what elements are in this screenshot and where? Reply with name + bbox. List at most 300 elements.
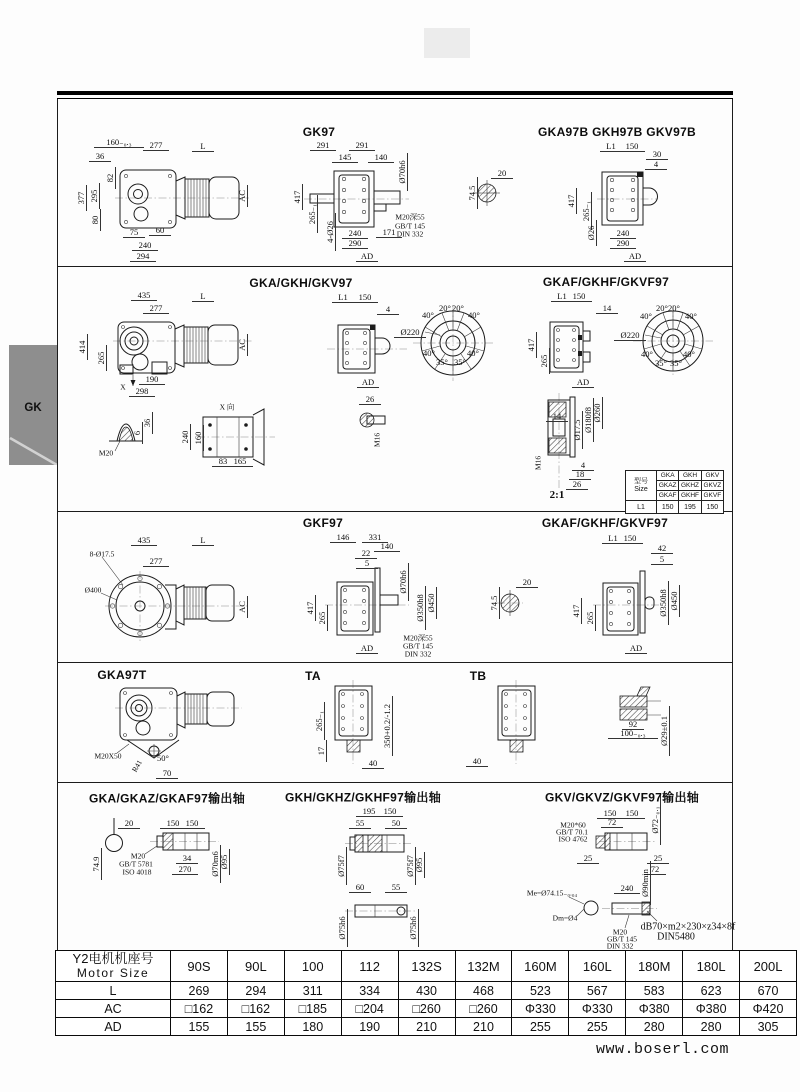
drawing-title: GK97 <box>302 125 336 139</box>
value-cell: 670 <box>740 982 797 1000</box>
value-cell: 583 <box>626 982 683 1000</box>
column-header: 90L <box>227 951 284 982</box>
dim-label: Ø350h8 <box>414 594 425 622</box>
value-cell: 334 <box>341 982 398 1000</box>
value-cell: 155 <box>227 1018 284 1036</box>
dimension-line <box>617 543 643 544</box>
size-table-row <box>626 501 724 514</box>
dim-label: 82 <box>104 173 115 183</box>
drawing-title: GKAF/GKHF/GKVF97 <box>541 516 669 530</box>
dim-label: 160 <box>192 431 203 445</box>
dim-label: 417 <box>304 601 315 615</box>
gka-gkh-gkv97-drawing-sketch <box>57 265 733 505</box>
dim-label: Ø26 <box>585 225 596 241</box>
dim-label: 171 <box>382 226 396 237</box>
dim-label: Ø95 <box>218 854 229 870</box>
dim-label: GB/T 145 <box>394 221 426 231</box>
dim-label: AD <box>360 250 374 261</box>
dimension-line <box>356 653 378 654</box>
value-cell: 430 <box>398 982 455 1000</box>
dim-label: 35° <box>436 356 448 367</box>
dimension-line <box>601 827 623 828</box>
value-cell: 567 <box>569 982 626 1000</box>
dim-label: 4-Ø26 <box>324 221 335 243</box>
dim-label: 36 <box>95 150 105 161</box>
dim-label: AC <box>236 190 247 202</box>
dimension-line <box>349 150 375 151</box>
dim-label: 5 <box>659 553 665 564</box>
dim-label: M20*60 <box>560 820 586 830</box>
dimension-line <box>596 313 618 314</box>
dimension-line <box>324 702 325 740</box>
dim-label: 150 <box>358 291 372 302</box>
dim-label: Ø180f8 <box>582 407 593 433</box>
dim-label: DIN 332 <box>396 229 424 239</box>
dimension-line <box>143 566 169 567</box>
dim-label: 140 <box>374 151 388 162</box>
dim-label: 150 <box>185 817 199 828</box>
drawing-title: GKF97 <box>302 516 344 530</box>
dim-label: 74.5 <box>466 185 477 201</box>
dim-label: 50 <box>391 817 401 828</box>
dimension-line <box>101 848 102 880</box>
dimension-line <box>576 188 577 214</box>
model-cell: GKV <box>701 471 723 481</box>
dimension-line <box>356 261 378 262</box>
dim-label: 4 <box>385 303 391 314</box>
dim-label: 290 <box>348 237 362 248</box>
dimension-line <box>100 209 101 231</box>
dim-label: dB70×m2×230×z34×8f <box>640 921 736 933</box>
dim-label: GB/T 145 <box>402 641 434 651</box>
dim-label: M20 <box>98 448 114 458</box>
dim-label: 140 <box>380 540 394 551</box>
column-header: 132S <box>398 951 455 982</box>
dimension-line <box>192 545 214 546</box>
row-label-l: L <box>56 982 171 1000</box>
dimension-line <box>131 300 157 301</box>
dim-label: 25 <box>653 852 663 863</box>
dim-label: 150 <box>623 532 637 543</box>
l1-value-cell: 150 <box>657 501 679 514</box>
dim-label: 298 <box>135 385 149 396</box>
dimension-line <box>172 874 198 875</box>
dim-label: 277 <box>149 302 163 313</box>
model-cell: GKA <box>657 471 679 481</box>
dimension-line <box>332 162 358 163</box>
drawing-title: TA <box>305 669 321 683</box>
dim-label: 40° <box>685 310 697 321</box>
dim-label: 150 <box>572 290 586 301</box>
dimension-line <box>408 563 409 601</box>
column-header: 160L <box>569 951 626 982</box>
dimension-line <box>86 185 87 211</box>
section-gka97t-ta-tb <box>57 668 733 790</box>
column-header: 180M <box>626 951 683 982</box>
dim-label: 435 <box>137 289 151 300</box>
dim-label: 417 <box>570 604 581 618</box>
model-cell: GKVZ <box>701 481 723 491</box>
column-header: 160M <box>512 951 569 982</box>
dim-label: DIN5480 <box>657 931 695 943</box>
dim-label: 291 <box>316 139 330 150</box>
motor-row-ac <box>56 1000 797 1018</box>
dim-label: 240 <box>179 430 190 444</box>
dimension-line <box>577 863 599 864</box>
dim-label: 22 <box>361 547 371 558</box>
dim-label: 40° <box>423 347 435 358</box>
dimension-line <box>572 387 594 388</box>
value-cell: 155 <box>171 1018 228 1036</box>
dimension-line <box>549 348 550 374</box>
dimension-line <box>342 248 368 249</box>
dim-label: Ø95 <box>413 857 424 873</box>
dimension-line <box>302 184 303 210</box>
dimension-line <box>491 178 513 179</box>
value-cell: Φ380 <box>683 1000 740 1018</box>
dim-label: 240 <box>348 227 362 238</box>
dimension-line <box>106 345 107 371</box>
dim-label: Ø75h6 <box>336 916 347 940</box>
dim-label: 70 <box>162 767 172 778</box>
dim-label: 40 <box>472 755 482 766</box>
dimension-line <box>356 568 378 569</box>
dim-label: 150 <box>603 807 617 818</box>
dim-label: 2:1 <box>549 489 565 501</box>
dim-label: 190 <box>145 373 159 384</box>
value-cell: □162 <box>171 1000 228 1018</box>
dimension-line <box>131 545 157 546</box>
dim-label: AD <box>361 376 375 387</box>
dim-label: 40 <box>368 757 378 768</box>
dimension-line <box>335 213 336 251</box>
size-header-cn: 型号 <box>634 478 648 486</box>
dim-label: 4 <box>580 459 586 470</box>
value-cell: 305 <box>740 1018 797 1036</box>
dim-label: 20 <box>522 576 532 587</box>
dim-label: 26 <box>365 393 375 404</box>
dimension-line <box>595 605 596 631</box>
section-gk97 <box>57 115 733 265</box>
section-gka-gkh-gkv97 <box>57 265 733 505</box>
drawing-title: GKA/GKAZ/GKAF97输出轴 <box>88 791 246 806</box>
dimension-line <box>347 909 348 947</box>
dimension-line <box>359 404 381 405</box>
dim-label: ISO 4018 <box>122 867 152 877</box>
value-cell: 623 <box>683 982 740 1000</box>
model-cell: GKAF <box>657 491 679 501</box>
value-cell: 468 <box>455 982 512 1000</box>
dimension-line <box>619 818 645 819</box>
value-cell: □204 <box>341 1000 398 1018</box>
dim-label: 92 <box>628 718 638 729</box>
value-cell: 269 <box>171 982 228 1000</box>
dimension-line <box>602 397 603 429</box>
dim-label: 291 <box>355 139 369 150</box>
drawing-title: GKV/GKVZ/GKVF97输出轴 <box>544 790 700 805</box>
dim-label: M16 <box>372 432 382 448</box>
dim-label: 350+0.2/-1.2 <box>381 704 392 748</box>
dim-label: 160₋₀.₃ <box>106 136 132 147</box>
dim-label: 265 <box>538 354 549 368</box>
dimension-line <box>247 185 248 207</box>
dim-label: X 向 <box>219 402 235 412</box>
dim-label: Ø75f7 <box>404 855 415 877</box>
value-cell: 255 <box>512 1018 569 1036</box>
column-header: 180L <box>683 951 740 982</box>
motor-header-row <box>56 951 797 982</box>
value-cell: 180 <box>284 1018 341 1036</box>
dim-label: 25 <box>583 852 593 863</box>
motor-size-table <box>55 950 797 1036</box>
motor-header-en: Motor Size <box>76 965 150 980</box>
dimension-line <box>247 334 248 356</box>
dimension-line <box>152 412 153 434</box>
dimension-line <box>424 852 425 878</box>
dimension-line <box>608 738 658 739</box>
dimension-line <box>625 653 647 654</box>
dimension-line <box>327 605 328 631</box>
dimension-line <box>591 192 592 230</box>
value-cell: Φ380 <box>626 1000 683 1018</box>
dim-label: 40° <box>468 309 480 320</box>
dimension-line <box>536 332 537 358</box>
dimension-line <box>466 766 488 767</box>
dimension-line <box>596 220 597 246</box>
dim-label: 35° <box>655 357 667 368</box>
dim-label: 294 <box>136 250 150 261</box>
row-label-ad: AD <box>56 1018 171 1036</box>
dimension-line <box>546 421 568 422</box>
dim-label: 150 <box>625 140 639 151</box>
value-cell: 210 <box>398 1018 455 1036</box>
drawing-title: GKH/GKHZ/GKHF97输出轴 <box>284 790 442 805</box>
dim-label: 83 <box>218 455 228 466</box>
model-cell: GKHF <box>679 491 701 501</box>
dim-label: 40° <box>422 309 434 320</box>
value-cell: Φ330 <box>569 1000 626 1018</box>
dim-label: 290 <box>616 237 630 248</box>
value-cell: □185 <box>284 1000 341 1018</box>
dim-label: 72 <box>607 816 617 827</box>
value-cell: 255 <box>569 1018 626 1036</box>
dim-label: 240 <box>616 227 630 238</box>
motor-header-cell <box>56 951 171 982</box>
top-rule-thick <box>57 91 733 95</box>
dim-label: 145 <box>338 151 352 162</box>
dim-label: 100₋₀.₃ <box>620 727 646 738</box>
dimension-line <box>115 167 116 189</box>
column-header: 100 <box>284 951 341 982</box>
model-size-table <box>625 470 724 514</box>
dim-label: 265 <box>584 611 595 625</box>
dim-label: 331 <box>368 531 382 542</box>
dim-label: Ø17.5 <box>571 419 582 441</box>
dimension-line <box>192 151 214 152</box>
dimension-line <box>317 195 318 233</box>
dim-label: 265 <box>95 351 106 365</box>
dimension-line <box>332 302 354 303</box>
dimension-line <box>385 828 407 829</box>
dim-label: GB/T 5781 <box>119 859 153 869</box>
dim-label: 14 <box>602 302 612 313</box>
dim-label: AC <box>236 339 247 351</box>
dim-label: M20X50 <box>94 751 122 761</box>
dim-label: 74.9 <box>90 856 101 872</box>
dim-label: L1 <box>606 140 616 151</box>
dim-label: 150 <box>166 817 180 828</box>
dimension-line <box>179 828 205 829</box>
model-cell: GKHZ <box>679 481 701 491</box>
dimension-line <box>130 261 156 262</box>
dimension-line <box>143 150 169 151</box>
dimension-line <box>123 237 145 238</box>
dimension-line <box>330 542 356 543</box>
dimension-line <box>362 768 384 769</box>
drawing-title: GKAF/GKHF/GKVF97 <box>542 275 670 289</box>
size-header-en: Size <box>634 485 648 493</box>
dim-label: 417 <box>565 194 576 208</box>
dim-label: L <box>200 290 206 301</box>
dim-label: 265₋₁ <box>580 200 591 222</box>
dim-label: 80 <box>89 215 100 225</box>
dimension-line <box>368 162 394 163</box>
dimension-line <box>99 183 100 209</box>
dim-label: 5 <box>364 557 370 568</box>
value-cell: Φ330 <box>512 1000 569 1018</box>
dim-label: 20° <box>668 302 680 313</box>
dim-label: 36 <box>141 418 152 428</box>
value-cell: Φ420 <box>740 1000 797 1018</box>
dim-label: AD <box>628 250 642 261</box>
scan-artifact <box>424 28 470 58</box>
dimension-line <box>352 302 378 303</box>
dim-label: 14 <box>552 410 562 421</box>
dim-label: 417 <box>525 338 536 352</box>
top-rule-thin <box>57 98 733 99</box>
dim-label: Ø400 <box>84 585 102 595</box>
dim-label: 165 <box>233 455 247 466</box>
dimension-line <box>156 778 178 779</box>
dimension-line <box>87 334 88 360</box>
dimension-line <box>203 425 204 451</box>
dim-label: Ø75h6 <box>407 916 418 940</box>
dim-label: L <box>200 534 206 545</box>
dim-label: 417 <box>291 190 302 204</box>
dimension-line <box>94 147 144 148</box>
column-header: 112 <box>341 951 398 982</box>
dim-label: 26 <box>572 478 582 489</box>
dimension-line <box>581 598 582 624</box>
value-cell: 280 <box>683 1018 740 1036</box>
dimension-line <box>143 313 169 314</box>
dimension-line <box>392 696 393 756</box>
column-header: 200L <box>740 951 797 982</box>
section-output-shafts <box>57 790 736 951</box>
dimension-line <box>357 387 379 388</box>
drawing-title: GKA97B GKH97B GKV97B <box>537 125 697 139</box>
dim-label: X <box>120 382 126 392</box>
dim-label: Me=Ø74.15₋₀.₀₄ <box>526 888 578 898</box>
section-gkf97 <box>57 505 733 668</box>
dim-label: Ø220 <box>400 326 420 337</box>
dim-label: 4 <box>653 158 659 169</box>
dim-label: 55 <box>355 817 365 828</box>
dim-label: 35° <box>670 357 682 368</box>
dim-label: 20° <box>656 302 668 313</box>
dim-label: Ø75f7 <box>335 855 346 877</box>
row-label-ac: AC <box>56 1000 171 1018</box>
dimension-line <box>624 261 646 262</box>
dim-label: 40° <box>640 310 652 321</box>
dim-label: 8-Ø17.5 <box>89 549 115 559</box>
dimension-line <box>499 587 500 619</box>
dim-label: 42 <box>657 542 667 553</box>
dim-label: M16 <box>533 455 543 471</box>
dimension-line <box>346 847 347 885</box>
dimension-line <box>129 396 155 397</box>
dim-label: 195 <box>362 805 376 816</box>
dim-label: 60 <box>155 224 165 235</box>
dim-label: 40° <box>641 348 653 359</box>
dim-label: 60 <box>355 881 365 892</box>
dim-label: 146 <box>336 531 350 542</box>
dim-label: 6 <box>131 430 142 436</box>
dim-label: Ø450 <box>668 591 679 611</box>
dimension-line <box>89 161 111 162</box>
dimension-line <box>326 740 327 762</box>
dimension-line <box>349 892 371 893</box>
drawing-title: GKA97T <box>97 668 147 682</box>
dim-label: 30 <box>652 148 662 159</box>
dimension-line <box>669 706 670 756</box>
dim-label: 72 <box>650 863 660 874</box>
dim-label: 150 <box>383 805 397 816</box>
dimension-line <box>610 248 636 249</box>
dim-label: M20深55 <box>403 633 433 643</box>
model-cell: GKAZ <box>657 481 679 491</box>
dim-label: 55 <box>391 881 401 892</box>
motor-row-l <box>56 982 797 1000</box>
dimension-line <box>377 314 399 315</box>
dim-label: Ø29±0.1 <box>658 716 669 746</box>
dimension-line <box>149 235 171 236</box>
dim-label: 40° <box>683 348 695 359</box>
dim-label: Ø70h6 <box>396 160 407 184</box>
dim-label: L1 <box>557 290 567 301</box>
dim-label: 20° <box>439 302 451 313</box>
dimension-line <box>566 489 588 490</box>
motor-row-ad <box>56 1018 797 1036</box>
drawing-title: GKA/GKH/GKV97 <box>249 276 353 290</box>
dim-label: 435 <box>137 534 151 545</box>
dim-label: Ø70m6 <box>209 851 220 877</box>
dim-label: Ø90min <box>639 869 650 897</box>
dim-label: 265₋₁ <box>306 203 317 225</box>
dim-label: 34 <box>182 852 192 863</box>
model-cell: GKH <box>679 471 701 481</box>
dim-label: L <box>200 140 206 151</box>
dimension-line <box>349 828 371 829</box>
gk-side-tab <box>9 345 57 465</box>
dimension-line <box>614 340 646 341</box>
dim-label: 240 <box>620 882 634 893</box>
l1-label: L1 <box>626 501 657 514</box>
dim-label: GB/T 70.1 <box>556 827 588 837</box>
value-cell: 523 <box>512 982 569 1000</box>
dimension-line <box>374 551 400 552</box>
dim-label: 18 <box>575 468 585 479</box>
